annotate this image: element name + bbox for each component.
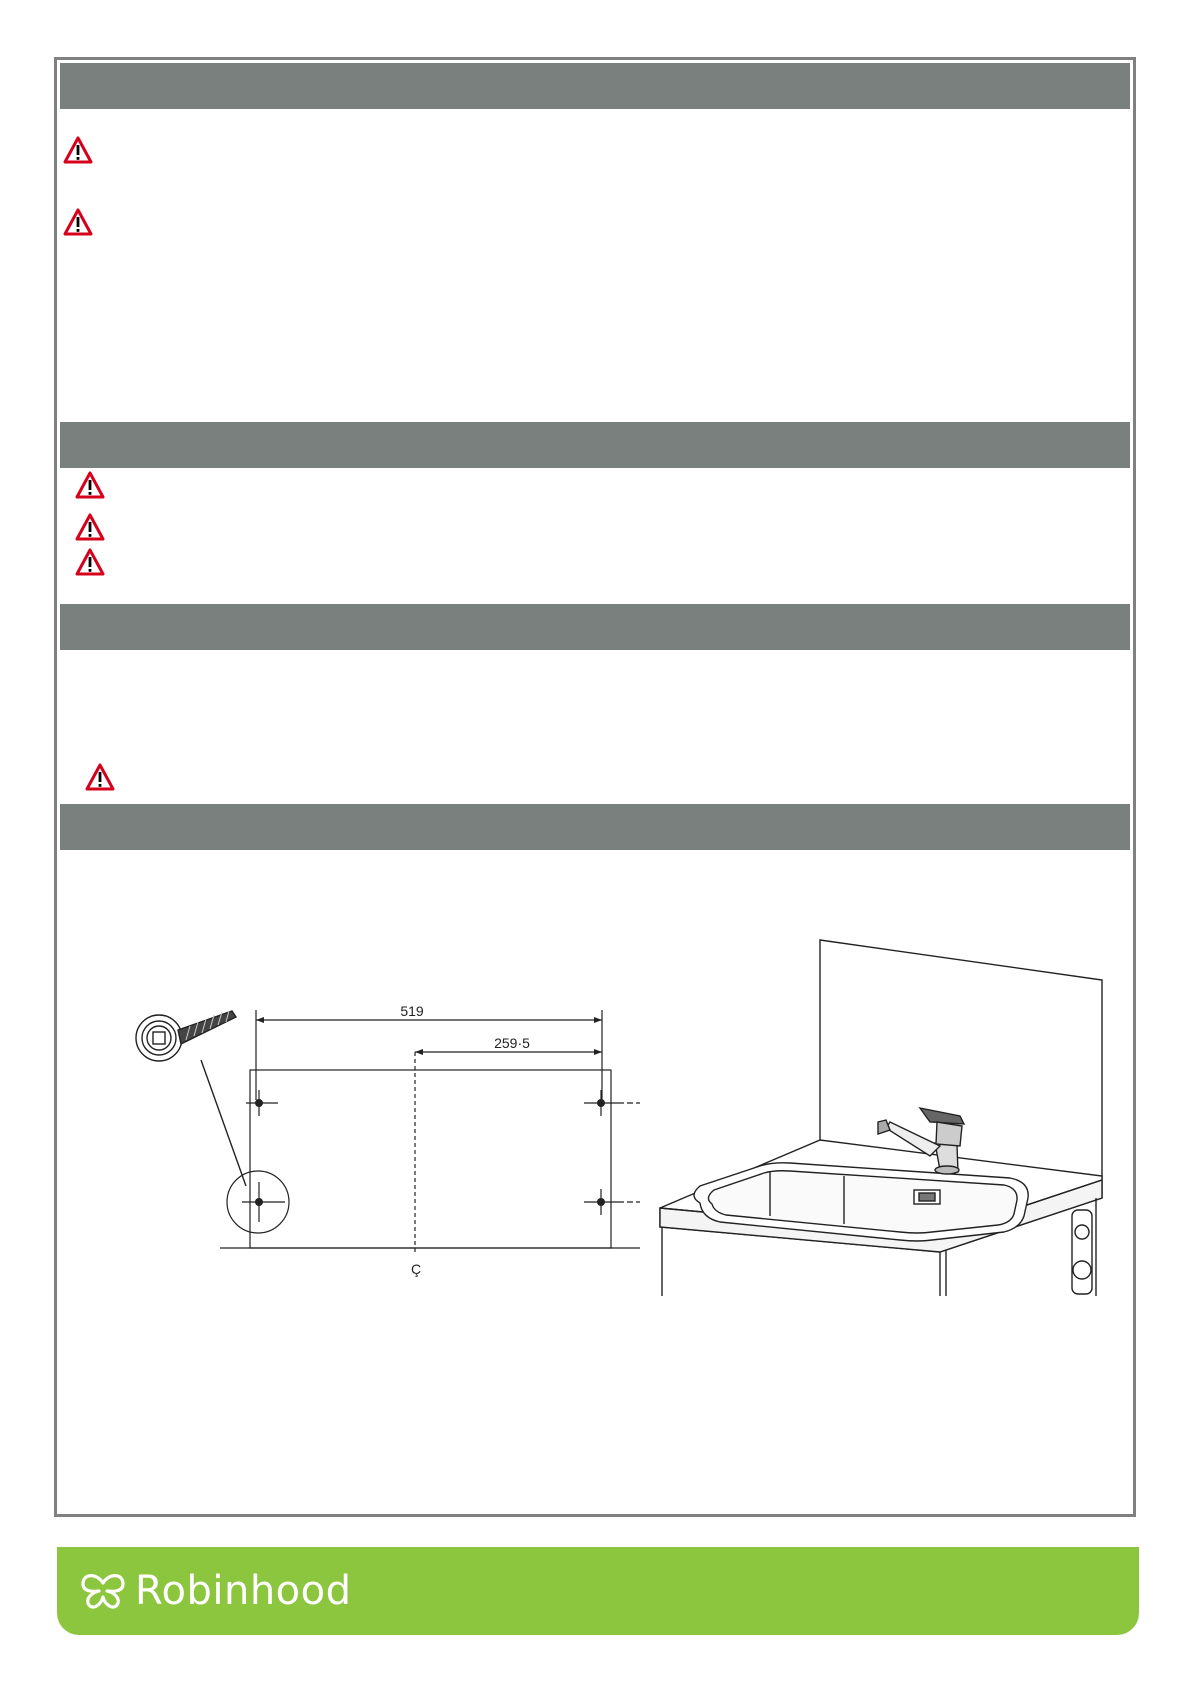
footer-brand-bar (57, 1547, 1139, 1635)
screw-icon (136, 1011, 236, 1061)
centerline-label: Ç (410, 1261, 422, 1277)
sink-unit-illustration (660, 940, 1102, 1296)
dimension-overall: 519 (400, 1003, 424, 1019)
dimension-half: 259·5 (494, 1035, 530, 1051)
brand-name: Robinhood (135, 1568, 352, 1614)
brand-logo (79, 1565, 352, 1617)
butterfly-icon (79, 1571, 127, 1611)
